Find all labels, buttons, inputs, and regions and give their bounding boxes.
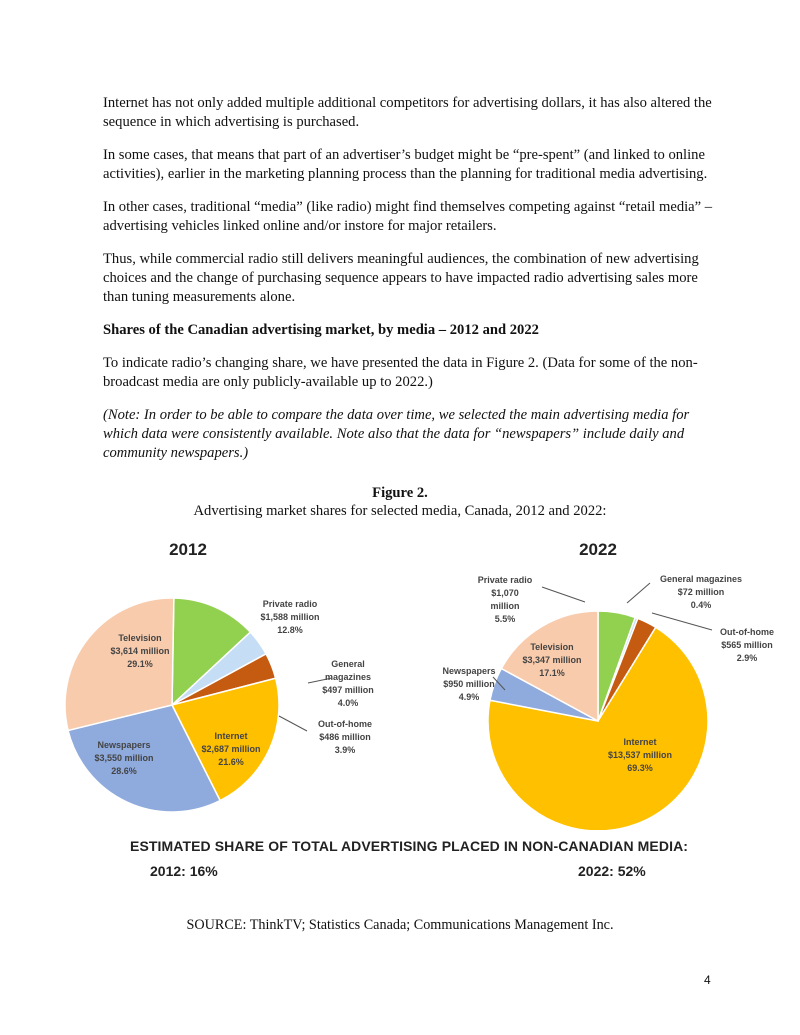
slice-label-newspapers: Newspapers $3,550 million 28.6% — [94, 740, 154, 776]
section-heading: Shares of the Canadian advertising market, by media – 2012 and 2022 — [103, 322, 539, 338]
pie-chart-2012 — [65, 540, 374, 812]
leader-line — [279, 716, 307, 731]
slice-label-private-radio: Private radio $1,070 million 5.5% — [477, 575, 533, 624]
paragraph-2: In some cases, that means that part of an advertiser’s budget might be “pre-spent” (and linked to online activities), earlier in the marketing planning process than the planning for traditional media advertising. — [103, 147, 708, 182]
slice-label-television: Television $3,347 million 17.1% — [522, 642, 582, 678]
body-text — [103, 94, 713, 477]
leader-line — [652, 613, 712, 630]
figure-caption — [0, 484, 800, 520]
figure-label: Figure 2. — [372, 485, 428, 501]
leader-line — [627, 583, 650, 603]
chart-title-2012: 2012 — [169, 540, 207, 559]
paragraph-5: To indicate radio’s changing share, we have presented the data in Figure 2. (Data for some of the non-broadcast media are only publicly-available up to 2022.) — [103, 355, 698, 390]
non-canadian-share-2022: 2022: 52% — [578, 863, 646, 879]
slice-label-television: Television $3,614 million 29.1% — [110, 633, 170, 669]
chart-title-2022: 2022 — [579, 540, 617, 559]
note-paragraph: (Note: In order to be able to compare the data over time, we selected the main advertising media for which data were consistently available. Note also that the data for “newspapers” include daily and community newspapers.) — [103, 407, 690, 461]
paragraph-4: Thus, while commercial radio still delivers meaningful audiences, the combination of new advertising choices and the change of purchasing sequence appears to have impacted radio advertising sales more than tuning measurements alone. — [103, 251, 699, 305]
figure-caption-text: Advertising market shares for selected media, Canada, 2012 and 2022: — [193, 503, 607, 519]
non-canadian-share-title: ESTIMATED SHARE OF TOTAL ADVERTISING PLACED IN NON-CANADIAN MEDIA: — [130, 838, 689, 854]
slice-label-internet: Internet $13,537 million 69.3% — [607, 737, 673, 773]
pie-charts — [0, 530, 800, 830]
slice-label-private-radio: Private radio $1,588 million 12.8% — [260, 599, 320, 635]
leader-line — [542, 587, 585, 602]
slice-label-internet: Internet $2,687 million 21.6% — [201, 731, 261, 767]
pie-chart-2022 — [442, 540, 774, 830]
page-number: 4 — [704, 973, 711, 987]
slice-label-general-magazines: General magazines $72 million 0.4% — [659, 574, 743, 610]
paragraph-3: In other cases, traditional “media” (like radio) might find themselves competing against “retail media” – advertising vehicles linked online and/or instore for major retailers. — [103, 199, 713, 234]
slice-label-general-magazines: General magazines $497 million 4.0% — [322, 659, 374, 708]
slice-label-out-of-home: Out-of-home $565 million 2.9% — [720, 627, 774, 663]
paragraph-1: Internet has not only added multiple additional competitors for advertising dollars, it has also altered the sequence in which advertising is purchased. — [103, 95, 712, 130]
slice-label-out-of-home: Out-of-home $486 million 3.9% — [318, 719, 372, 755]
non-canadian-share-2012: 2012: 16% — [150, 863, 218, 879]
source-note: SOURCE: ThinkTV; Statistics Canada; Communications Management Inc. — [186, 917, 614, 933]
slice-label-newspapers: Newspapers $950 million 4.9% — [442, 666, 496, 702]
